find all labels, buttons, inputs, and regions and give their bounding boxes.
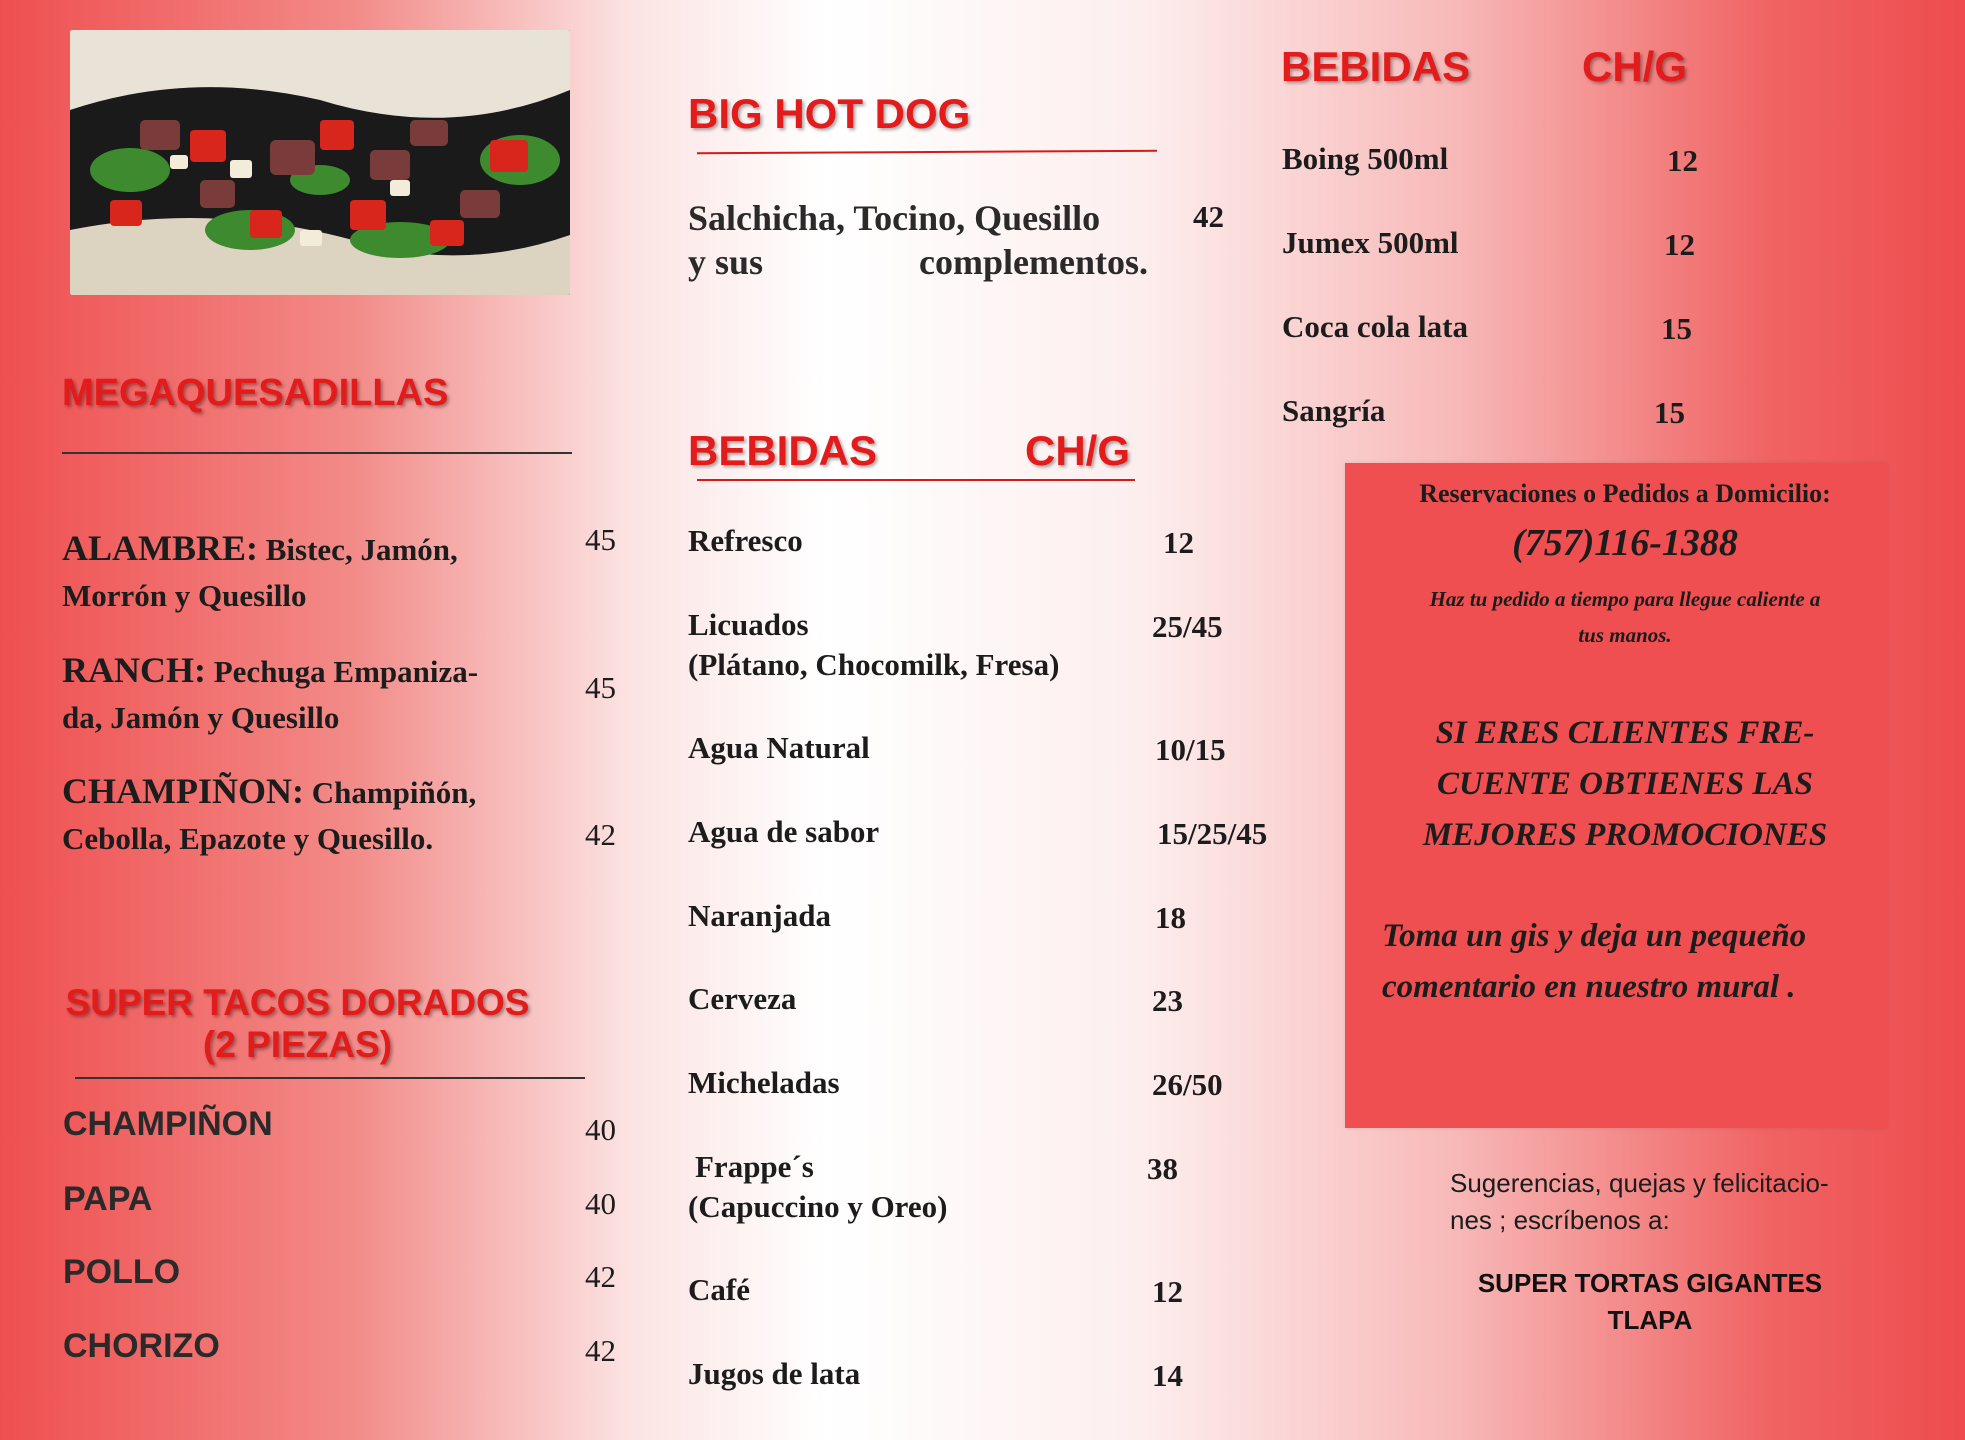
tacos-title-line: (2 PIEZAS): [202, 1024, 393, 1065]
item-desc: Bistec, Jamón,: [258, 532, 458, 567]
order-note-line: Haz tu pedido a tiempo para llegue caliente a: [1429, 587, 1821, 611]
order-note-line: tus manos.: [1578, 623, 1672, 647]
taco-name: PAPA: [63, 1180, 153, 1218]
quesadilla-photo: [70, 30, 570, 295]
clientes-promo-line: CUENTE OBTIENES LAS: [1437, 766, 1813, 802]
quesadilla-item: [62, 647, 582, 741]
drink-name: Frappe´s: [695, 1149, 814, 1184]
bebidas-right-size-label: CH/G: [1582, 43, 1687, 90]
drink-price: 12: [1667, 143, 1698, 178]
brand-name-line: SUPER TORTAS GIGANTES: [1477, 1268, 1823, 1298]
drink-name: Sangría: [1282, 393, 1386, 428]
item-name: ALAMBRE:: [62, 528, 258, 568]
bebidas-title: BEBIDAS: [688, 427, 878, 474]
drink-name: Agua Natural: [688, 730, 870, 765]
drink-name: Jugos de lata: [688, 1356, 861, 1391]
item-desc: Morrón y Quesillo: [62, 578, 307, 613]
item-price: 45: [585, 670, 616, 705]
promo-box: [1345, 463, 1887, 1128]
drink-price: 38: [1147, 1151, 1178, 1186]
drink-price: 26/50: [1152, 1067, 1223, 1102]
brand-name-line: TLAPA: [1607, 1305, 1693, 1335]
item-price: 45: [585, 522, 616, 557]
drink-price: 18: [1155, 900, 1186, 935]
drink-price: 14: [1152, 1358, 1183, 1393]
bebidas-divider: [697, 479, 1135, 481]
drink-name: Micheladas: [688, 1065, 840, 1100]
taco-name: POLLO: [63, 1253, 181, 1291]
taco-price: 42: [585, 1259, 616, 1294]
drink-name: Naranjada: [688, 898, 831, 933]
reservation-label: Reservaciones o Pedidos a Domicilio:: [1419, 479, 1831, 508]
hotdog-divider: [697, 150, 1157, 154]
tacos-divider: [75, 1077, 585, 1079]
order-note: [1345, 581, 1905, 653]
drink-price: 10/15: [1155, 732, 1226, 767]
item-price: 42: [585, 817, 616, 852]
drink-name: Cerveza: [688, 981, 797, 1016]
drink-name: Coca cola lata: [1282, 309, 1468, 344]
hotdog-price: 42: [1193, 199, 1224, 234]
drink-sub: (Plátano, Chocomilk, Fresa): [688, 647, 1060, 682]
suggestions-line: nes ; escríbenos a:: [1450, 1205, 1670, 1235]
drink-price: 15/25/45: [1157, 816, 1268, 851]
drink-price: 15: [1654, 395, 1685, 430]
hotdog-description: [688, 196, 1148, 284]
item-desc: da, Jamón y Quesillo: [62, 700, 340, 735]
drink-price: 12: [1163, 525, 1194, 560]
taco-price: 40: [585, 1112, 616, 1147]
item-name: RANCH:: [62, 650, 206, 690]
drink-name: Agua de sabor: [688, 814, 880, 849]
megaquesadillas-title: MEGAQUESADILLAS: [62, 372, 449, 414]
quesadilla-item: [62, 525, 582, 619]
item-desc: Champiñón,: [303, 775, 477, 810]
clientes-promo-line: SI ERES CLIENTES FRE-: [1435, 715, 1815, 751]
taco-name: CHAMPIÑON: [63, 1105, 273, 1143]
mural-message: [1382, 911, 1892, 1013]
drink-price: 25/45: [1152, 609, 1223, 644]
hotdog-desc-line: complementos.: [919, 242, 1148, 282]
drink-name: Jumex 500ml: [1282, 225, 1459, 260]
drink-name: Boing 500ml: [1282, 141, 1449, 176]
tacos-title: [40, 982, 555, 1066]
item-desc: Cebolla, Epazote y Quesillo.: [62, 821, 434, 856]
drink-name: Café: [688, 1272, 750, 1307]
suggestions-text: [1450, 1165, 1829, 1239]
taco-price: 42: [585, 1333, 616, 1368]
taco-price: 40: [585, 1186, 616, 1221]
taco-name: CHORIZO: [63, 1327, 220, 1365]
bebidas-right-title: BEBIDAS: [1281, 43, 1471, 90]
item-desc: Pechuga Empaniza-: [205, 654, 479, 689]
tacos-title-line: SUPER TACOS DORADOS: [65, 982, 530, 1023]
drink-price: 15: [1661, 311, 1692, 346]
hotdog-title: BIG HOT DOG: [688, 90, 971, 137]
drink-name: Licuados: [688, 607, 809, 642]
brand-name: [1420, 1265, 1880, 1339]
mural-message-line: Toma un gis y deja un pequeño: [1382, 918, 1807, 954]
suggestions-line: Sugerencias, quejas y felicitacio-: [1450, 1168, 1829, 1198]
clientes-promo: [1345, 708, 1905, 861]
drink-price: 12: [1664, 227, 1695, 262]
bebidas-size-label: CH/G: [1025, 427, 1130, 474]
hotdog-desc-line: Salchicha, Tocino, Quesillo: [688, 198, 1101, 238]
megaquesadillas-divider: [62, 452, 572, 454]
drink-name: Refresco: [688, 523, 803, 558]
drink-price: 23: [1152, 983, 1183, 1018]
quesadilla-item: [62, 768, 602, 862]
mural-message-line: comentario en nuestro mural .: [1382, 969, 1796, 1005]
hotdog-desc-line: y sus: [688, 242, 764, 282]
phone-number[interactable]: (757)116-1388: [1512, 522, 1738, 564]
drink-price: 12: [1152, 1274, 1183, 1309]
drink-sub: (Capuccino y Oreo): [688, 1189, 948, 1224]
clientes-promo-line: MEJORES PROMOCIONES: [1422, 817, 1828, 853]
item-name: CHAMPIÑON:: [62, 771, 304, 811]
